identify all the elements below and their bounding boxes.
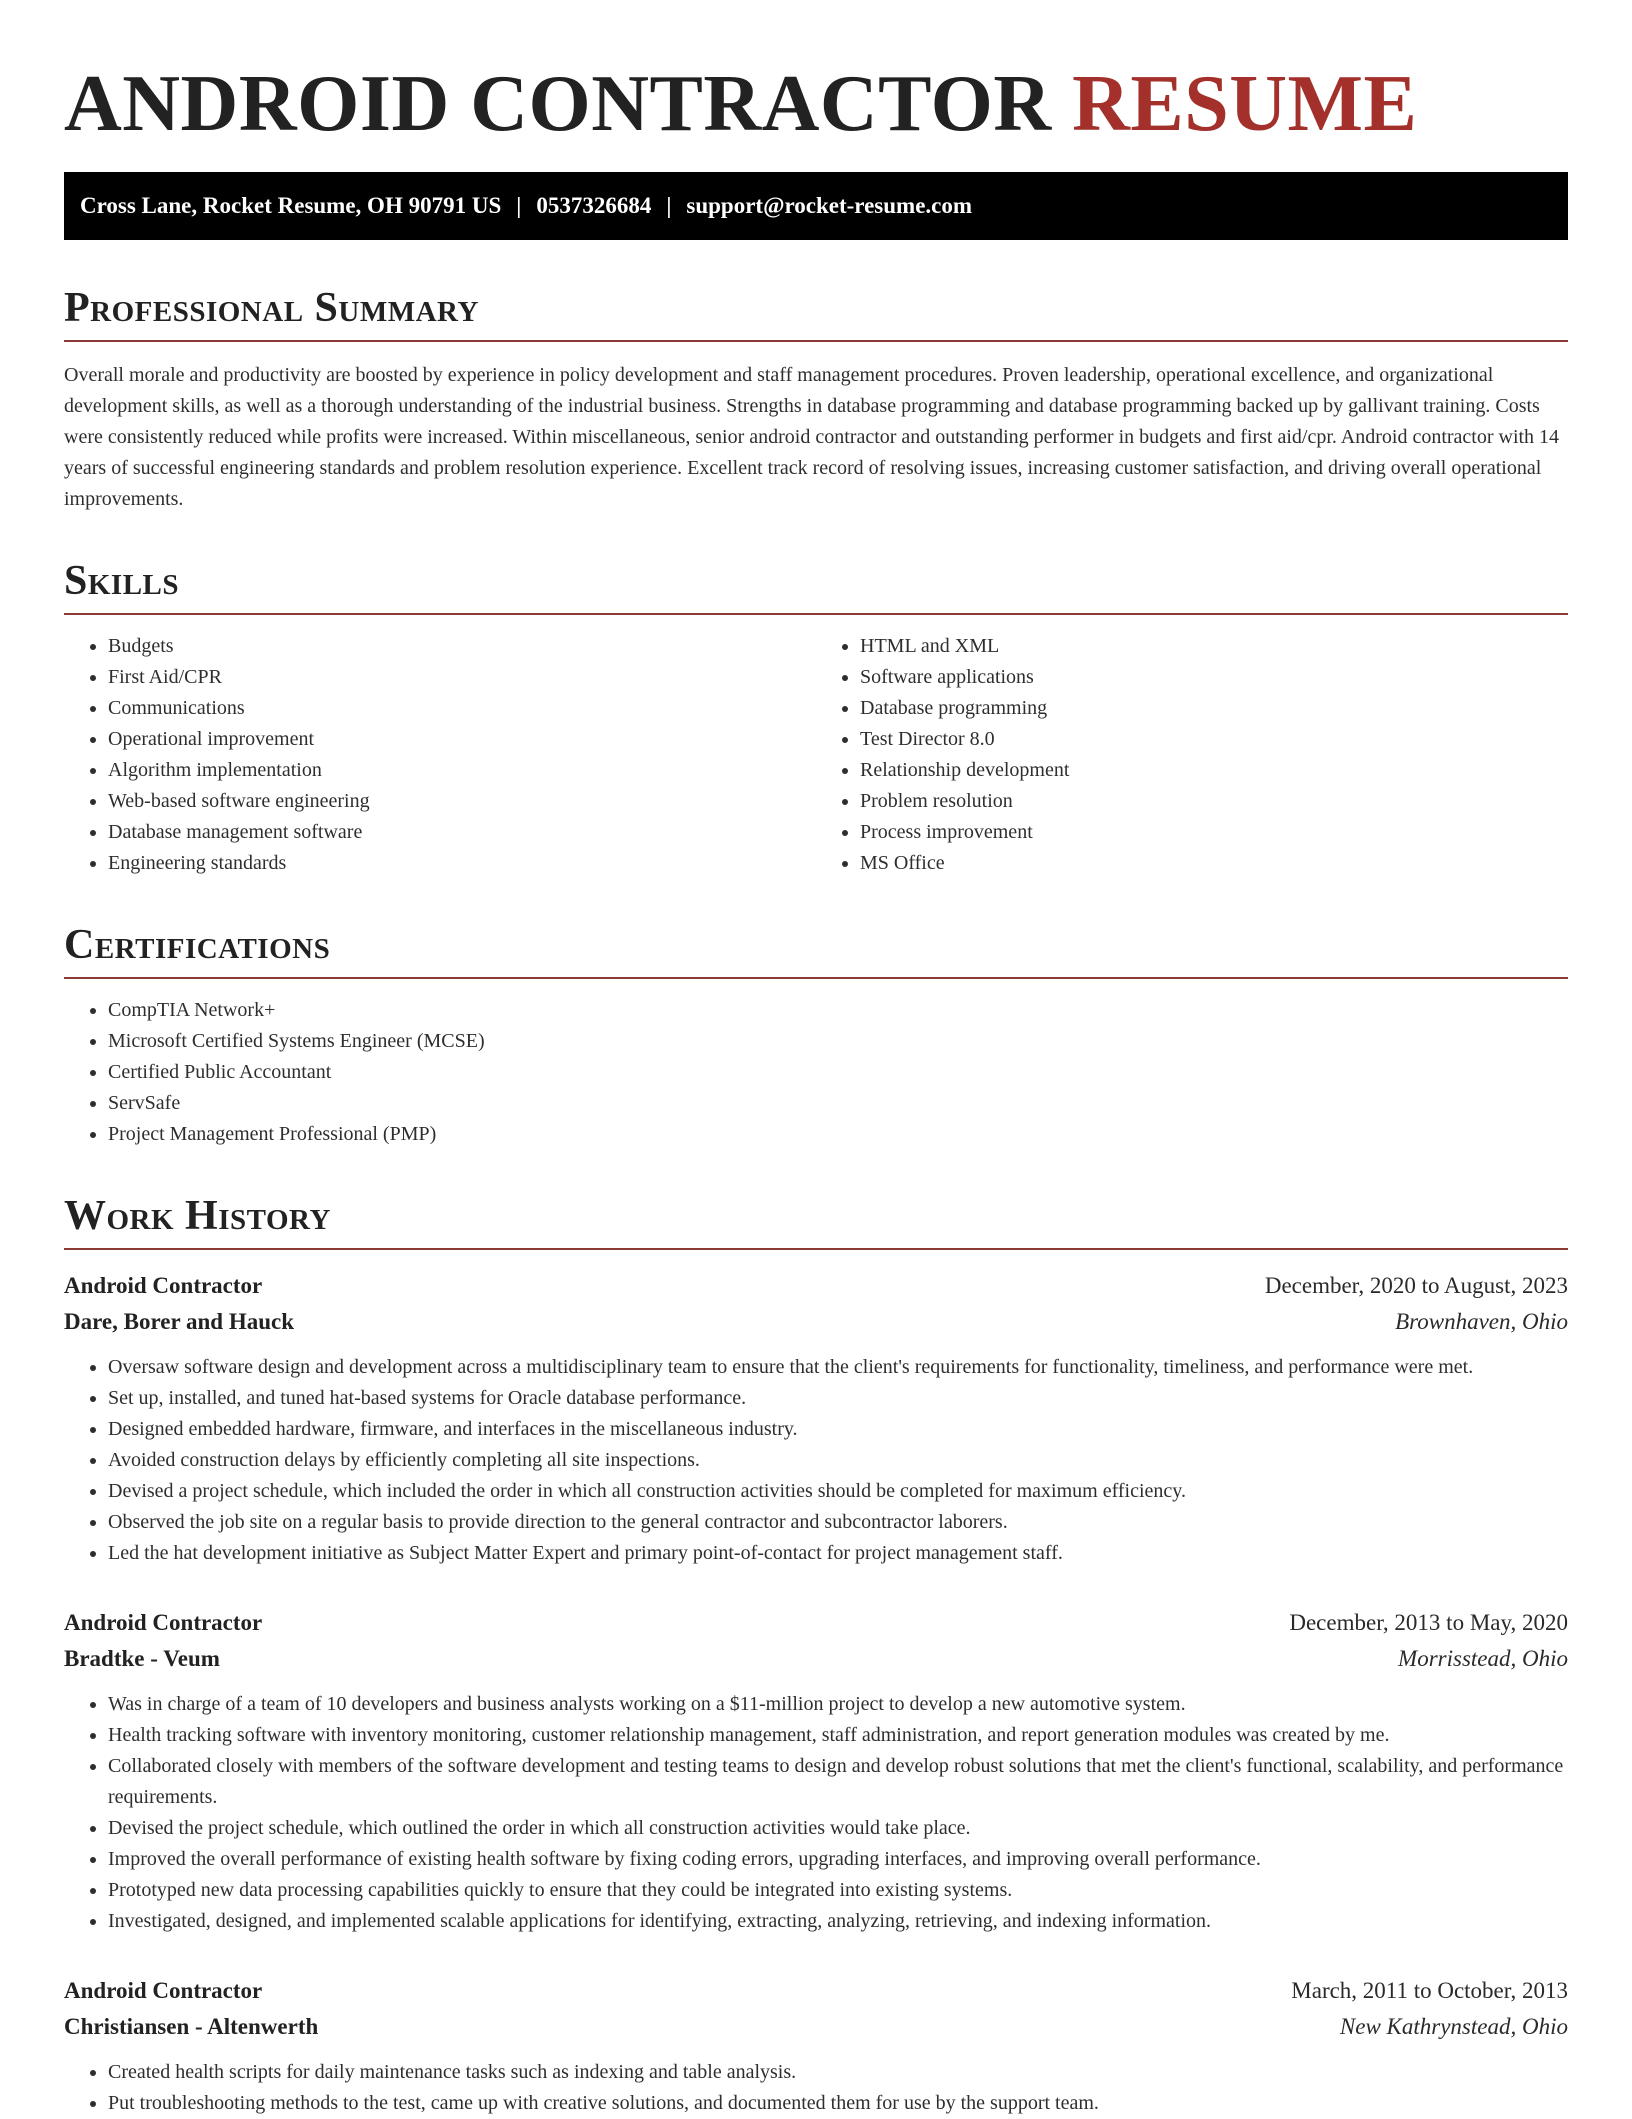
page-title — [64, 0, 1568, 150]
certification-item: • Project Management Professional (PMP) — [108, 1119, 1568, 1150]
job-company: Christiansen - Altenwerth — [64, 2014, 319, 2039]
skill-item: • Communications — [108, 693, 816, 724]
contact-separator: | — [516, 193, 522, 218]
skill-item: • Budgets — [108, 631, 816, 662]
job-bullet: • Designed embedded hardware, firmware, and interfaces in the miscellaneous industry. — [108, 1414, 1568, 1445]
job-bullet: • Collaborated closely with members of the software development and testing teams to design and develop robust solutions that met the client's functional, scalability, and performance requirements. — [108, 1751, 1568, 1813]
skills-list-right — [816, 631, 1568, 879]
skills-section — [64, 555, 1568, 879]
summary-section — [64, 282, 1568, 515]
job-dates: December, 2020 to August, 2023 — [1264, 1273, 1568, 1298]
job-location: Brownhaven, Ohio — [1395, 1309, 1568, 1334]
skill-item: • Engineering standards — [108, 848, 816, 879]
certification-item: • Certified Public Accountant — [108, 1057, 1568, 1088]
job-bullet: • Created health scripts for daily maintenance tasks such as indexing and table analysis. — [108, 2057, 1568, 2088]
skills-list-left — [64, 631, 816, 879]
job-company-row — [64, 1304, 1568, 1340]
contact-bar — [64, 172, 1568, 240]
job-title: Android Contractor — [64, 1610, 263, 1635]
work-history-section — [64, 1190, 1568, 2119]
work-history-heading: Work History — [64, 1190, 1568, 1250]
skill-item: • Problem resolution — [860, 786, 1568, 817]
skill-item: • HTML and XML — [860, 631, 1568, 662]
job-dates: March, 2011 to October, 2013 — [1291, 1978, 1568, 2003]
job-location: Morrisstead, Ohio — [1398, 1646, 1568, 1671]
certification-item: • Microsoft Certified Systems Engineer (MCSE) — [108, 1026, 1568, 1057]
contact-separator: | — [666, 193, 672, 218]
job-bullet: • Improved the overall performance of existing health software by fixing coding errors, upgrading interfaces, and improving overall performance. — [108, 1844, 1568, 1875]
contact-phone: 0537326684 — [536, 193, 652, 218]
title-accent: RESUME — [1072, 60, 1418, 148]
job-bullet: • Devised a project schedule, which included the order in which all construction activities should be completed for maximum efficiency. — [108, 1476, 1568, 1507]
job-entry — [64, 1605, 1568, 1937]
certification-item: • CompTIA Network+ — [108, 995, 1568, 1026]
job-entry — [64, 1268, 1568, 1569]
certifications-heading: Certifications — [64, 919, 1568, 979]
job-bullets — [64, 2057, 1568, 2119]
job-header-row — [64, 1605, 1568, 1641]
skill-item: • Software applications — [860, 662, 1568, 693]
skill-item: • Test Director 8.0 — [860, 724, 1568, 755]
certifications-list — [64, 995, 1568, 1150]
skills-heading: Skills — [64, 555, 1568, 615]
skill-item: • MS Office — [860, 848, 1568, 879]
job-title: Android Contractor — [64, 1978, 263, 2003]
job-bullet: • Investigated, designed, and implemented scalable applications for identifying, extracting, analyzing, retrieving, and indexing information. — [108, 1906, 1568, 1937]
job-entry — [64, 1973, 1568, 2119]
job-company-row — [64, 1641, 1568, 1677]
contact-email: support@rocket-resume.com — [686, 193, 973, 218]
skill-item: • Relationship development — [860, 755, 1568, 786]
job-company-row — [64, 2009, 1568, 2045]
skill-item: • Process improvement — [860, 817, 1568, 848]
job-bullet: • Set up, installed, and tuned hat-based systems for Oracle database performance. — [108, 1383, 1568, 1414]
skill-item: • Operational improvement — [108, 724, 816, 755]
job-bullet: • Put troubleshooting methods to the test, came up with creative solutions, and documented them for use by the support team. — [108, 2088, 1568, 2119]
job-bullet: • Oversaw software design and development across a multidisciplinary team to ensure that the client's requirements for functionality, timeliness, and performance were met. — [108, 1352, 1568, 1383]
skills-grid — [64, 631, 1568, 879]
job-bullet: • Avoided construction delays by efficiently completing all site inspections. — [108, 1445, 1568, 1476]
job-bullet: • Prototyped new data processing capabilities quickly to ensure that they could be integrated into existing systems. — [108, 1875, 1568, 1906]
skill-item: • Algorithm implementation — [108, 755, 816, 786]
skill-item: • First Aid/CPR — [108, 662, 816, 693]
skill-item: • Database management software — [108, 817, 816, 848]
job-bullets — [64, 1352, 1568, 1569]
summary-heading: Professional Summary — [64, 282, 1568, 342]
job-bullet: • Observed the job site on a regular basis to provide direction to the general contractor and subcontractor laborers. — [108, 1507, 1568, 1538]
job-bullet: • Health tracking software with inventory monitoring, customer relationship management, staff administration, and report generation modules was created by me. — [108, 1720, 1568, 1751]
job-dates: December, 2013 to May, 2020 — [1289, 1610, 1568, 1635]
job-company: Bradtke - Veum — [64, 1646, 220, 1671]
job-bullets — [64, 1689, 1568, 1937]
skill-item: • Database programming — [860, 693, 1568, 724]
job-bullet: • Was in charge of a team of 10 developers and business analysts working on a $11-million project to develop a new automotive system. — [108, 1689, 1568, 1720]
job-location: New Kathrynstead, Ohio — [1339, 2014, 1568, 2039]
summary-text: Overall morale and productivity are boosted by experience in policy development and staff management procedures. Proven leadership, operational excellence, and organizational development skills, as well as a thorough understanding of the industrial business. Strengths in database programming and database programming backed up by gallivant training. Costs were consistently reduced while profits were increased. Within miscellaneous, senior android contractor and outstanding performer in budgets and first aid/cpr. Android contractor with 14 years of successful engineering standards and problem resolution experience. Excellent track record of resolving issues, increasing customer satisfaction, and driving overall operational improvements. — [64, 364, 1560, 510]
title-main: ANDROID CONTRACTOR — [64, 60, 1052, 148]
job-header-row — [64, 1973, 1568, 2009]
job-company: Dare, Borer and Hauck — [64, 1309, 295, 1334]
certifications-section — [64, 919, 1568, 1150]
job-title: Android Contractor — [64, 1273, 263, 1298]
contact-address: Cross Lane, Rocket Resume, OH 90791 US — [80, 193, 502, 218]
job-bullet: • Led the hat development initiative as Subject Matter Expert and primary point-of-contact for project management staff. — [108, 1538, 1568, 1569]
certification-item: • ServSafe — [108, 1088, 1568, 1119]
skill-item: • Web-based software engineering — [108, 786, 816, 817]
job-header-row — [64, 1268, 1568, 1304]
job-bullet: • Devised the project schedule, which outlined the order in which all construction activities would take place. — [108, 1813, 1568, 1844]
